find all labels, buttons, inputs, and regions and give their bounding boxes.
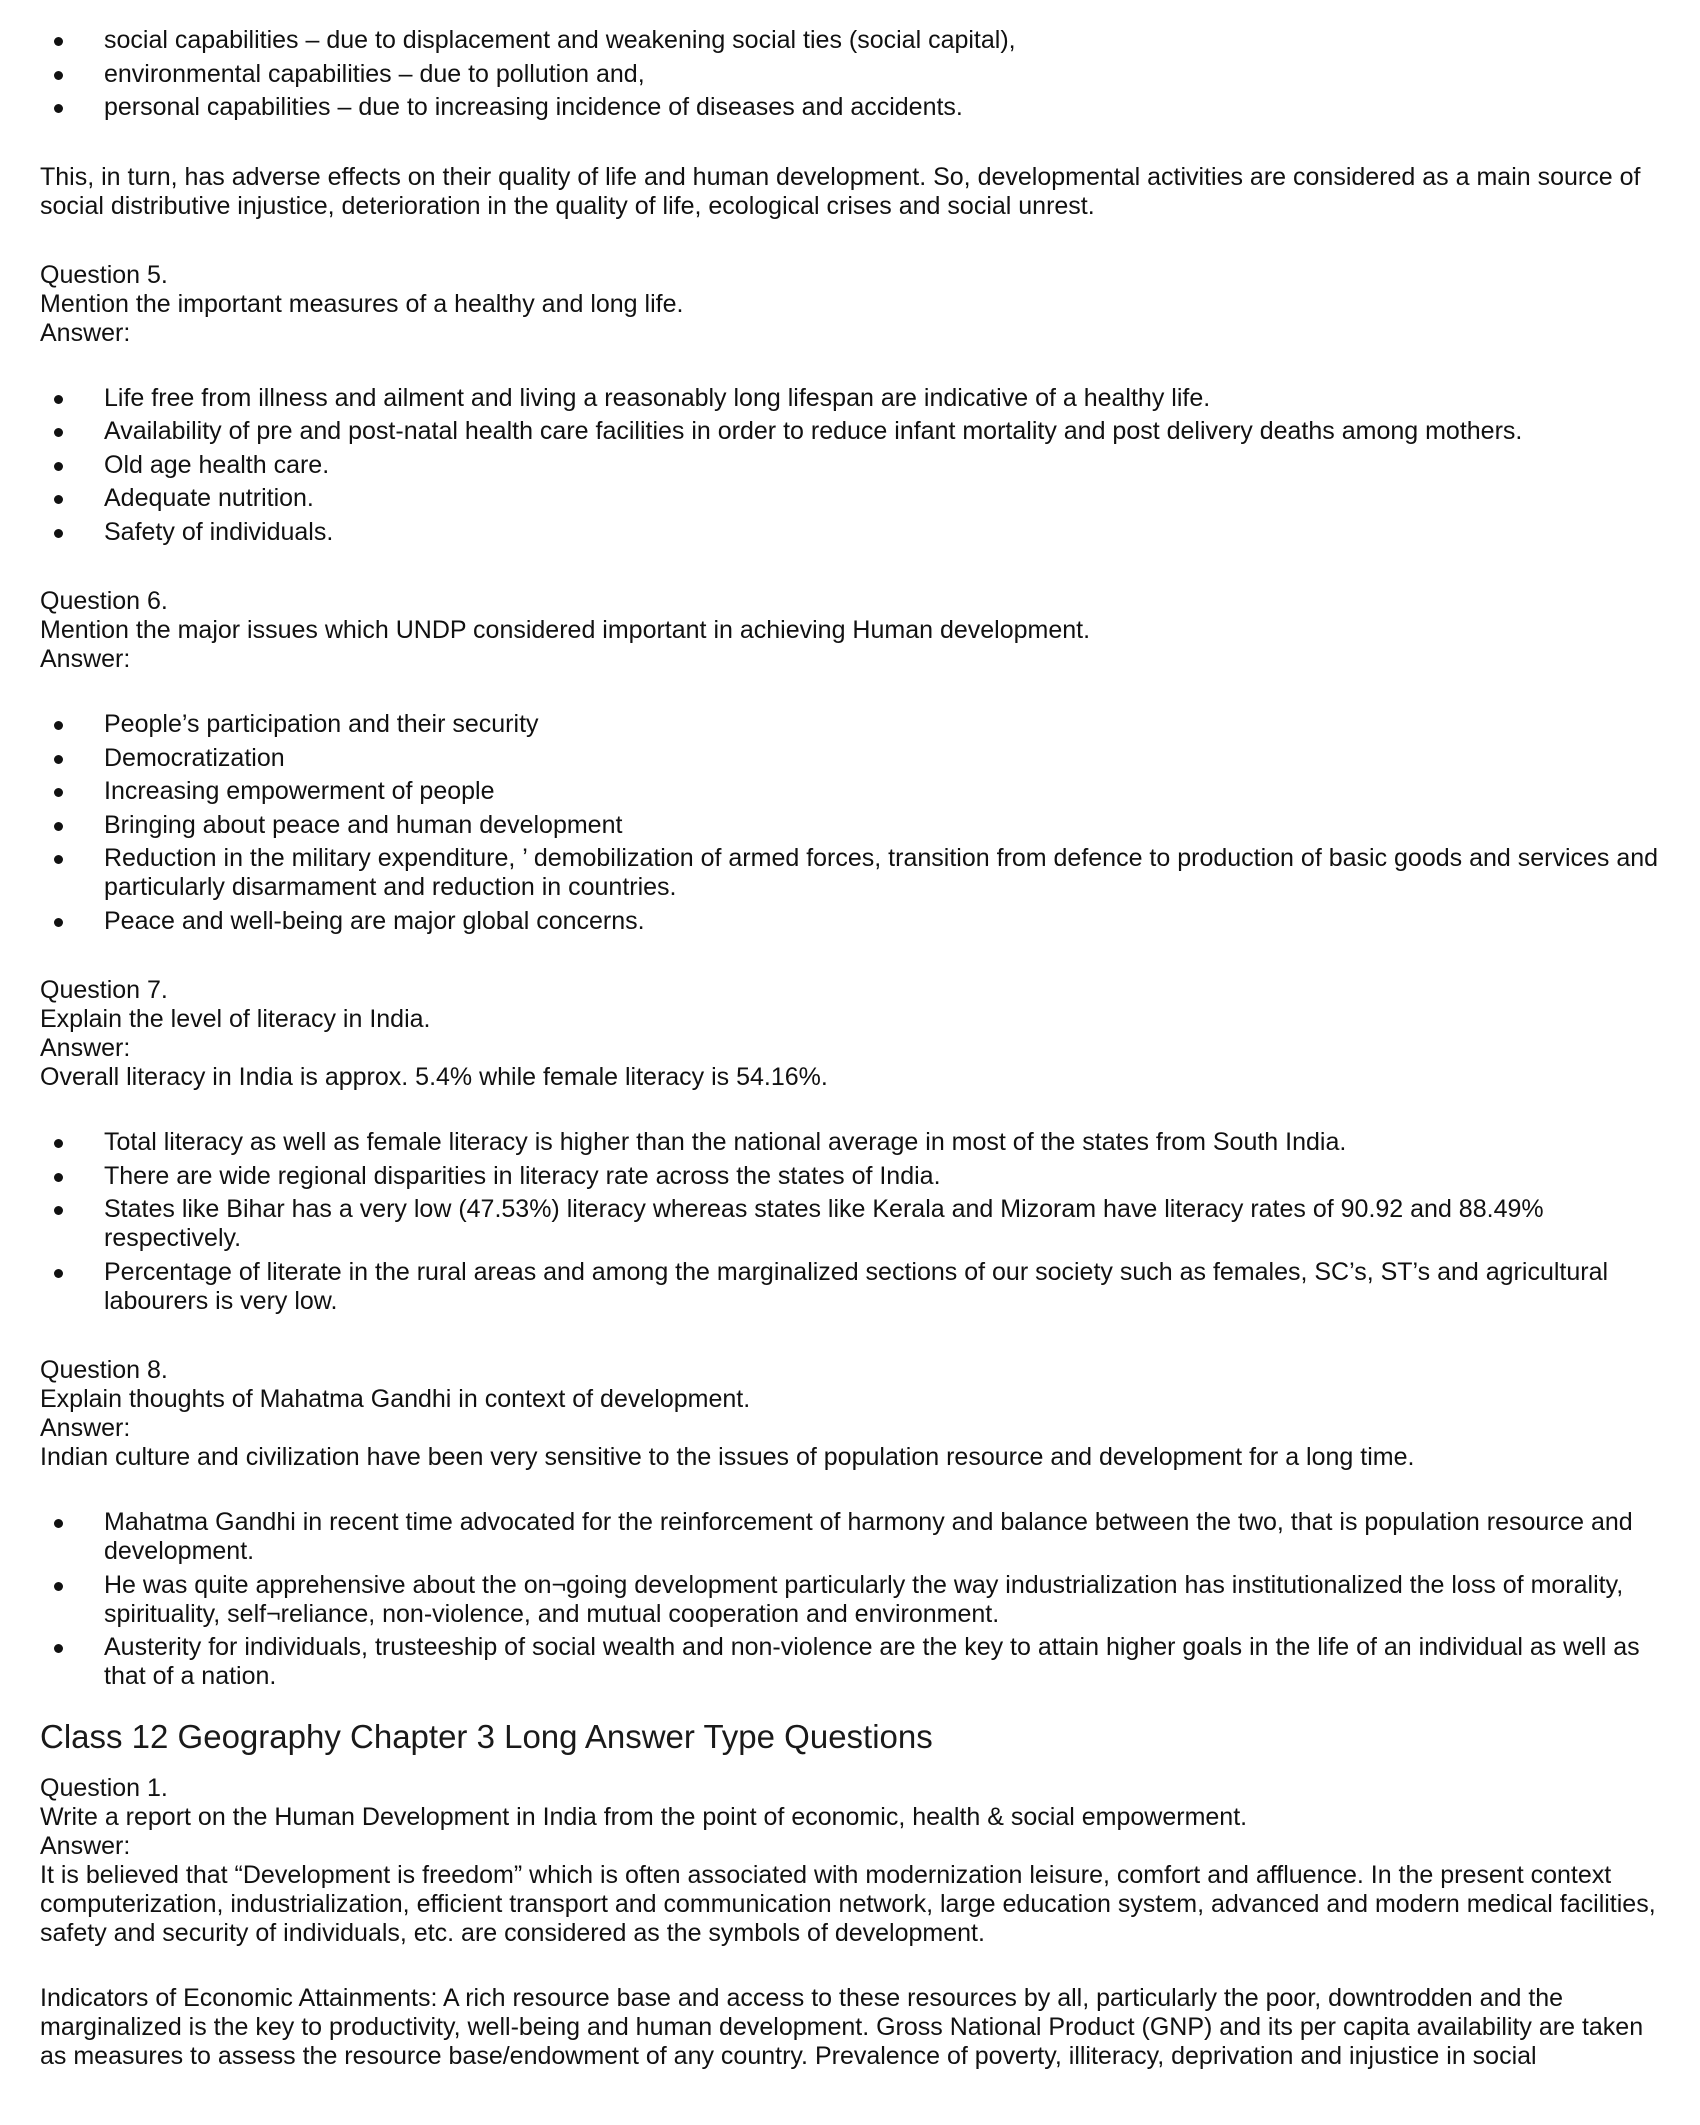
- long-question-1: [40, 1774, 1660, 2071]
- list-item: Peace and well-being are major global concerns.: [40, 907, 1660, 936]
- list-item: environmental capabilities – due to pollution and,: [40, 60, 1660, 89]
- question-label: Question 7.: [40, 976, 168, 1004]
- question-7: [40, 976, 1660, 1316]
- question-label: Question 5.: [40, 260, 168, 289]
- answer-bullet-list: [40, 1508, 1660, 1691]
- list-item: Bringing about peace and human development: [40, 811, 1660, 840]
- answer-paragraph: Indicators of Economic Attainments: A rich resource base and access to these resources by all, particularly the poor, downtrodden and the marginalized is the key to productivity, well-being and human development. Gross National Product (GNP) and its per capita availability are taken as measures to assess the resource base/endowment of any country. Prevalence of poverty, illiteracy, deprivation and injustice in social: [40, 1983, 1644, 2070]
- list-item: Total literacy as well as female literacy is higher than the national average in most of the states from South India.: [40, 1128, 1660, 1157]
- list-item: Life free from illness and ailment and living a reasonably long lifespan are indicative of a healthy life.: [40, 384, 1660, 413]
- question-8: [40, 1356, 1660, 1691]
- list-item: personal capabilities – due to increasing incidence of diseases and accidents.: [40, 93, 1660, 122]
- list-item: Democratization: [40, 744, 1660, 773]
- list-item: Adequate nutrition.: [40, 484, 1660, 513]
- list-item: Mahatma Gandhi in recent time advocated for the reinforcement of harmony and balance between the two, that is population resource and development.: [40, 1508, 1660, 1566]
- list-item: Increasing empowerment of people: [40, 777, 1660, 806]
- answer-bullet-list: [40, 384, 1660, 547]
- answer-text: Indian culture and civilization have been very sensitive to the issues of population resource and development for a long time.: [40, 1443, 1415, 1471]
- list-item: Old age health care.: [40, 451, 1660, 480]
- intro-bullet-list: [40, 26, 1660, 122]
- question-label: Question 8.: [40, 1356, 168, 1384]
- list-item: Percentage of literate in the rural areas and among the marginalized sections of our society such as females, SC’s, ST’s and agricultural labourers is very low.: [40, 1258, 1660, 1316]
- answer-label: Answer:: [40, 645, 131, 673]
- list-item: He was quite apprehensive about the on¬going development particularly the way industrialization has institutionalized the loss of morality, spirituality, self¬reliance, non-violence, and mutual cooperation and environment.: [40, 1571, 1660, 1629]
- section-heading: Class 12 Geography Chapter 3 Long Answer Type Questions: [40, 1717, 933, 1755]
- answer-label: Answer:: [40, 1831, 131, 1860]
- answer-text: Overall literacy in India is approx. 5.4% while female literacy is 54.16%.: [40, 1063, 828, 1091]
- list-item: Availability of pre and post-natal health care facilities in order to reduce infant mortality and post delivery deaths among mothers.: [40, 417, 1660, 446]
- intro-paragraph: This, in turn, has adverse effects on their quality of life and human development. So, developmental activities are considered as a main source of social distributive injustice, deterioration in the quality of life, ecological crises and social unrest.: [40, 162, 1641, 220]
- question-text: Explain thoughts of Mahatma Gandhi in context of development.: [40, 1385, 751, 1413]
- list-item: Safety of individuals.: [40, 518, 1660, 547]
- answer-label: Answer:: [40, 318, 131, 347]
- question-label: Question 6.: [40, 587, 168, 615]
- question-text: Explain the level of literacy in India.: [40, 1005, 431, 1033]
- answer-bullet-list: [40, 1128, 1660, 1316]
- list-item: social capabilities – due to displacement and weakening social ties (social capital),: [40, 26, 1660, 55]
- question-6: [40, 587, 1660, 936]
- list-item: Austerity for individuals, trusteeship of social wealth and non-violence are the key to attain higher goals in the life of an individual as well as that of a nation.: [40, 1633, 1660, 1691]
- list-item: States like Bihar has a very low (47.53%) literacy whereas states like Kerala and Mizoram have literacy rates of 90.92 and 88.49% respectively.: [40, 1195, 1660, 1253]
- list-item: There are wide regional disparities in literacy rate across the states of India.: [40, 1162, 1660, 1191]
- question-text: Mention the important measures of a healthy and long life.: [40, 289, 684, 318]
- answer-label: Answer:: [40, 1034, 131, 1062]
- list-item: People’s participation and their security: [40, 710, 1660, 739]
- question-label: Question 1.: [40, 1773, 168, 1802]
- question-text: Write a report on the Human Development in India from the point of economic, health & social empowerment.: [40, 1802, 1248, 1831]
- question-5: [40, 261, 1660, 547]
- answer-label: Answer:: [40, 1414, 131, 1442]
- answer-bullet-list: [40, 710, 1660, 936]
- answer-text: It is believed that “Development is freedom” which is often associated with modernization leisure, comfort and affluence. In the present context computerization, industrialization, efficient transport and communication network, large education system, advanced and modern medical facilities, safety and security of individuals, etc. are considered as the symbols of development.: [40, 1860, 1656, 1947]
- question-text: Mention the major issues which UNDP considered important in achieving Human development.: [40, 616, 1091, 644]
- list-item: Reduction in the military expenditure, ’ demobilization of armed forces, transition from defence to production of basic goods and services and particularly disarmament and reduction in countries.: [40, 844, 1660, 902]
